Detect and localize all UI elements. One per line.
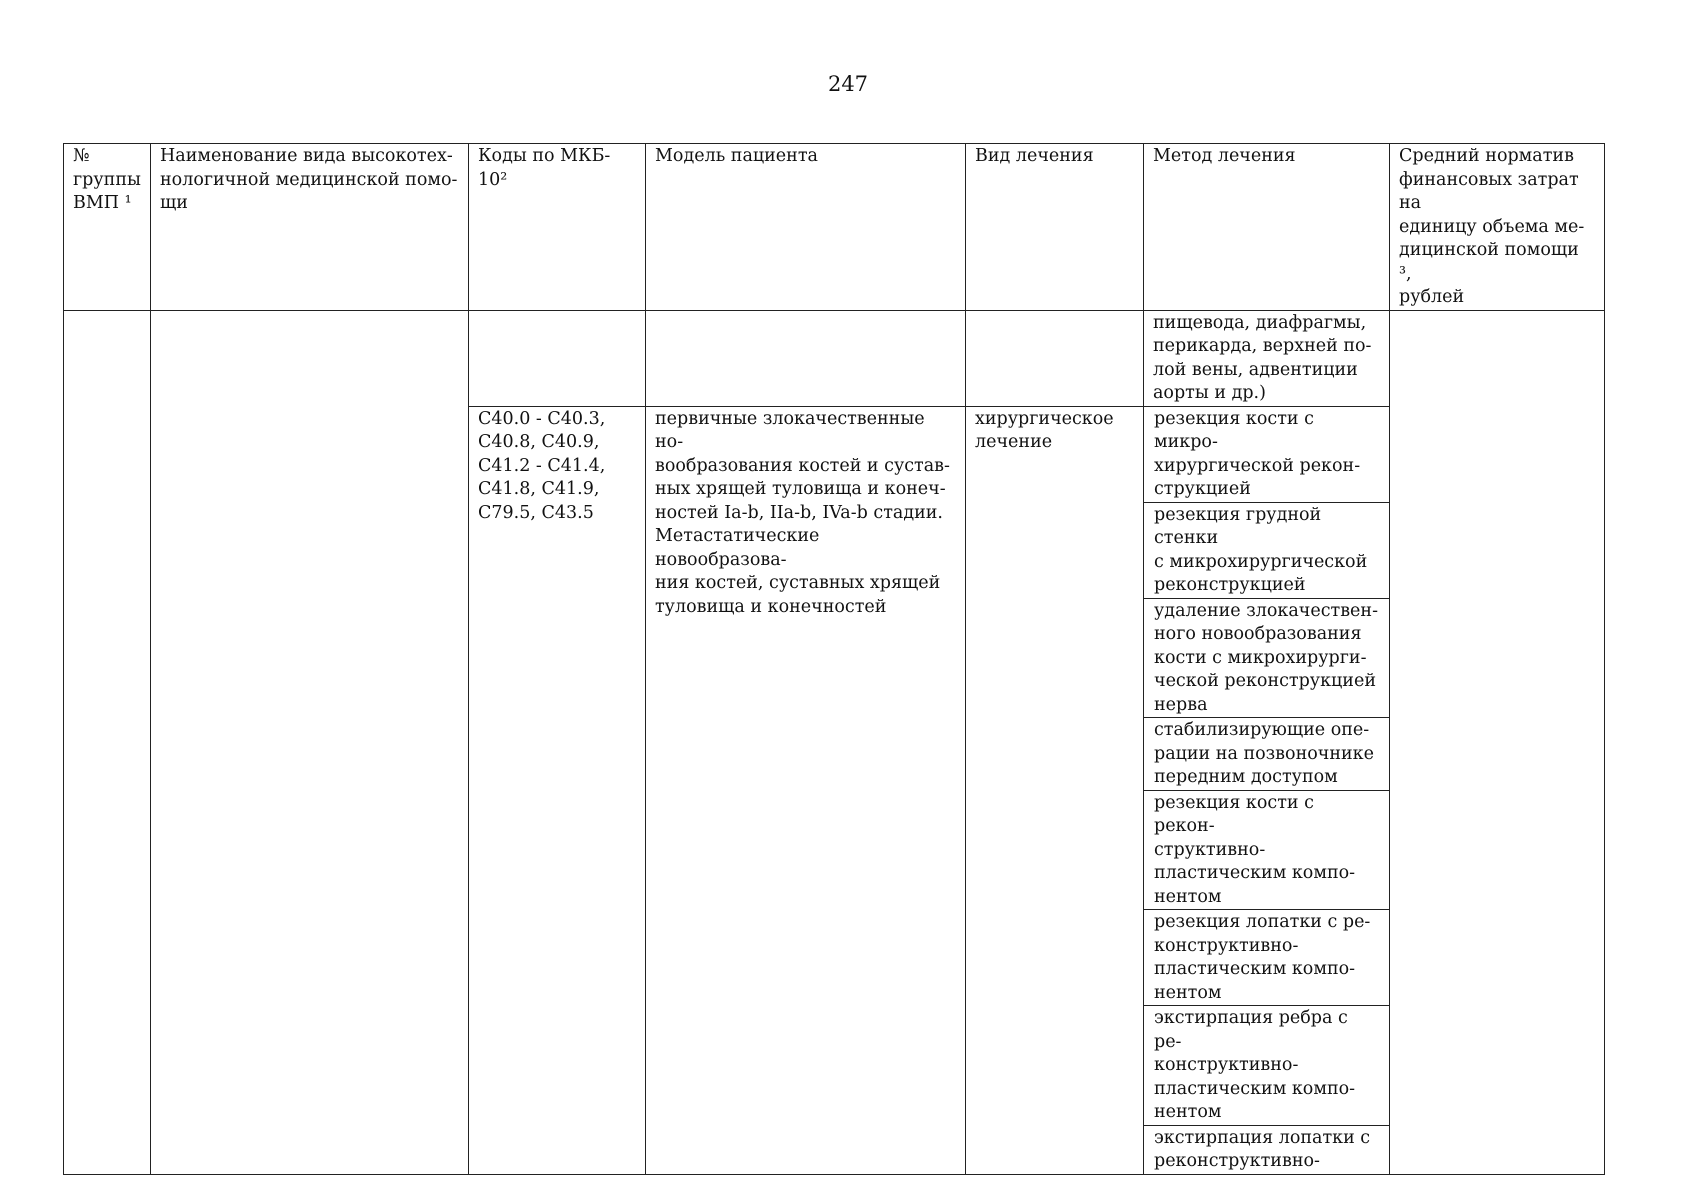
page-number: 247 <box>827 72 869 96</box>
method-item: резекция кости с микро- хирургической рекон- струкцией <box>1144 407 1389 503</box>
cell-treatment-methods <box>1144 406 1390 1174</box>
table-row <box>64 310 1605 406</box>
method-item: резекция грудной стенки с микрохирургической реконструкцией <box>1144 503 1389 599</box>
method-item: резекция кости с рекон- структивно- пластическим компо- нентом <box>1144 791 1389 911</box>
cell-treatment-type: хирургическое лечение <box>966 406 1144 1174</box>
method-item: экстирпация ребра с ре- конструктивно- пластическим компо- нентом <box>1144 1006 1389 1126</box>
method-item: резекция лопатки с ре- конструктивно- пластическим компо- нентом <box>1144 910 1389 1006</box>
cell-treatment-type-empty <box>966 310 1144 406</box>
header-patient-model: Модель пациента <box>646 144 966 311</box>
method-item: удаление злокачествен- ного новообразования кости с микрохирурги- ческой реконструкцией нерва <box>1144 599 1389 719</box>
header-group-number: № группы ВМП ¹ <box>64 144 151 311</box>
header-icd-codes: Коды по МКБ- 10² <box>469 144 646 311</box>
cell-care-type-name <box>151 310 469 1174</box>
vmp-table <box>63 143 1605 1175</box>
cell-icd-codes-empty <box>469 310 646 406</box>
header-cost-standard: Средний норматив финансовых затрат на единицу объема ме- дицинской помощи ³, рублей <box>1390 144 1605 311</box>
cell-cost-standard <box>1390 310 1605 1174</box>
method-item: стабилизирующие опе- рации на позвоночнике передним доступом <box>1144 718 1389 791</box>
cell-method-continued: пищевода, диафрагмы, перикарда, верхней по- лой вены, адвентиции аорты и др.) <box>1144 310 1390 406</box>
header-row <box>64 144 1605 311</box>
cell-group-number <box>64 310 151 1174</box>
header-care-type-name: Наименование вида высокотех- нологичной медицинской помо- щи <box>151 144 469 311</box>
method-item: экстирпация лопатки с реконструктивно- <box>1154 1127 1371 1171</box>
cell-icd-codes: C40.0 - C40.3, C40.8, C40.9, C41.2 - C41.4, C41.8, C41.9, C79.5, C43.5 <box>469 406 646 1174</box>
cell-patient-model-empty <box>646 310 966 406</box>
cell-patient-model: первичные злокачественные но- вообразования костей и сустав- ных хрящей туловища и конеч- ностей Ia-b, IIa-b, IVa-b стадии. Метастатические новообразова- ния костей, суставных хрящей туловища и конечностей <box>646 406 966 1174</box>
header-treatment-type: Вид лечения <box>966 144 1144 311</box>
header-treatment-method: Метод лечения <box>1144 144 1390 311</box>
